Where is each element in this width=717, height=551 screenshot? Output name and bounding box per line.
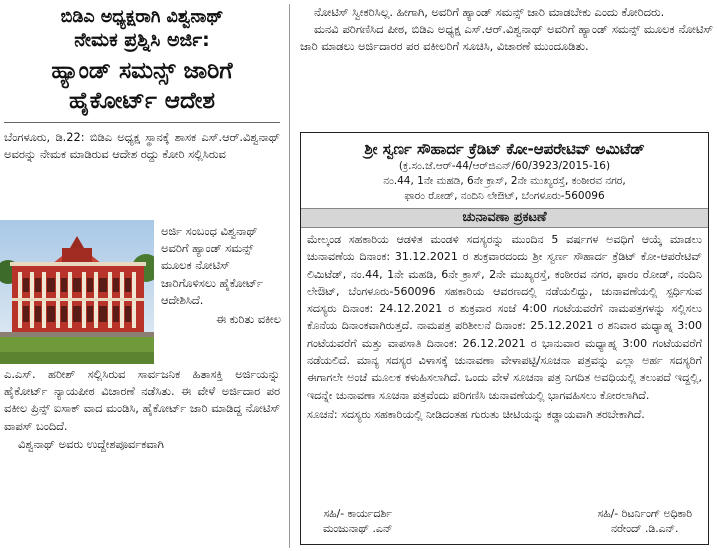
headline-line-3: ಹ್ಯಾಂಡ್ ಸಮನ್ಸ್ ಜಾರಿಗೆ: [51, 58, 233, 84]
notice-address-line-1: ನಂ.44, 1ನೇ ಮಹಡಿ, 6ನೇ ಕ್ರಾಸ್, 2ನೇ ಮುಖ್ಯರಸ್ತೆ, ಕಂಠೀರವ ನಗರ,: [383, 175, 626, 187]
article-paragraph-2: ಎ.ಎಸ್. ಹರೀಶ್ ಸಲ್ಲಿಸಿರುವ ಸಾರ್ವಜನಿಕ ಹಿತಾಸಕ್ತಿ ಅರ್ಜಿಯನ್ನು ಹೈಕೋರ್ಟ್ ನ್ಯಾಯಪೀಠ ವಿಚಾರಣೆ ನಡೆಸಿತು. ಈ ವೇಳೆ ಅರ್ಜಿದಾರ ಪರ ವಕೀಲ ಪ್ರಿನ್ಸ್ ಐಸಾಕ್ ವಾದ ಮಂಡಿಸಿ, ಹೈಕೋರ್ಟ್ ಜಾರಿ ಮಾಡಿದ್ದ ನೋಟಿಸ್ ವಾಪಸ್ ಬಂದಿದೆ.: [4, 367, 280, 433]
returning-officer-role: ಸಹಿ/- ರಿಟರ್ನಿಂಗ್ ಅಧಿಕಾರಿ: [597, 507, 692, 520]
beside-photo-text: ಅರ್ಜಿ ಸಂಬಂಧ ವಿಶ್ವನಾಥ್ ಅವರಿಗೆ ಹ್ಯಾಂಡ್ ಸಮನ್ಸ್ ಮೂಲಕ ನೋಟಿಸ್ ಜಾರಿಗೊಳಿಸಲು ಹೈಕೋರ್ಟ್ ಆದೇಶಿಸಿದೆ.: [161, 224, 263, 307]
returning-officer-name: ನರೇಂದ್ .ಡಿ.ಎನ್.: [611, 522, 679, 535]
article-paragraph-1: ಬೆಂಗಳೂರು, ಡಿ.22: ಬಿಡಿಎ ಅಧ್ಯಕ್ಷ ಸ್ಥಾನಕ್ಕೆ ಶಾಸಕ ಎಸ್.ಆರ್.ವಿಶ್ವನಾಥ್ ಅವರನ್ನು ನೇಮಕ ಮಾಡಿರುವ ಆದೇಶ ರದ್ದು ಕೋರಿ ಸಲ್ಲಿಸಿರುವ: [4, 130, 280, 162]
notice-address-line-2: ಫಾರಂ ರೋಡ್, ನಂದಿನಿ ಲೇಔಟ್, ಬೆಂಗಳೂರು-560096: [404, 190, 605, 202]
notice-registration-number: (ಕ್ರ.ಸಂ.ಜೆ.ಆರ್-44/ಆರ್‌ಜಿಎನ್/60/3923/2015-16): [398, 160, 611, 172]
secretary-name: ಮಂಜುನಾಥ್ .ಎನ್: [323, 522, 393, 535]
notice-note: ಸೂಚನೆ: ಸದಸ್ಯರು ಸಹಕಾರಿಯಲ್ಲಿ ನೀಡಿದಂತಹ ಗುರುತು ಚೀಟಿಯನ್ನು ಕಡ್ಡಾಯವಾಗಿ ತರಬೇಕಾಗಿದೆ.: [307, 407, 645, 421]
notice-heading: ಚುನಾವಣಾ ಪ್ರಕಟಣೆ: [301, 208, 708, 228]
high-court-building-image: [0, 220, 154, 364]
headline-line-4: ಹೈಕೋರ್ಟ್ ಆದೇಶ: [69, 88, 215, 114]
paragraph-2-start: ಈ ಕುರಿತು ವಕೀಲ: [216, 312, 281, 327]
text-beside-photo: [161, 223, 281, 328]
headline-rule: [4, 122, 280, 123]
column-divider: [289, 4, 290, 548]
signature-returning-officer: [598, 506, 692, 536]
continued-paragraph-2: ಮನವಿ ಪರಿಗಣಿಸಿದ ಪೀಠ, ಬಿಡಿಎ ಅಧ್ಯಕ್ಷ ಎಸ್.ಆರ್.ವಿಶ್ವನಾಥ್ ಅವರಿಗೆ ಹ್ಯಾಂಡ್ ಸಮನ್ಸ್ ಮೂಲಕ ನೋಟಿಸ್ ಜಾರಿ ಮಾಡಲು ಅರ್ಜಿದಾರರ ಪರ ವಕೀಲರಿಗೆ ಸೂಚಿಸಿ, ವಿಚಾರಣೆ ಮುಂದೂಡಿತು.: [300, 22, 713, 54]
article-paragraph-3: ವಿಶ್ವನಾಥ್ ಅವರು ಉದ್ದೇಶಪೂರ್ವಕವಾಗಿ: [18, 436, 164, 451]
high-court-photo: [0, 220, 154, 364]
election-notice-box: [300, 132, 709, 545]
secretary-role: ಸಹಿ/- ಕಾರ್ಯದರ್ಶಿ: [323, 507, 392, 520]
notice-title: ಶ್ರೀ ಸ್ವರ್ಣ ಸೌಹಾರ್ದ ಕ್ರೆಡಿಟ್ ಕೋ-ಆಪರೇಟಿವ್ ಅಮಿಟೆಡ್: [364, 140, 645, 158]
signature-secretary: [323, 506, 392, 536]
continued-paragraph: ನೋಟಿಸ್ ಸ್ವೀಕರಿಸಿಲ್ಲ. ಹೀಗಾಗಿ, ಅವರಿಗೆ ಹ್ಯಾಂಡ್ ಸಮನ್ಸ್ ಜಾರಿ ಮಾಡಬೇಕು ಎಂದು ಕೋರಿದರು.: [314, 5, 665, 19]
notice-body: ಮೇಲ್ಕಂಡ ಸಹಕಾರಿಯ ಆಡಳಿತ ಮಂಡಳಿ ಸದಸ್ಯರನ್ನು ಮುಂದಿನ 5 ವರ್ಷಗಳ ಅವಧಿಗೆ ಆಯ್ಕೆ ಮಾಡಲು ಚುನಾವಣೆಯ ದಿನಾಂಕ: 31.12.2021 ರ ಶುಕ್ರವಾರದಂದು ಶ್ರೀ ಸ್ವರ್ಣ ಸೌಹಾರ್ದ ಕ್ರೆಡಿಟ್ ಕೋ-ಆಪರೇಟಿವ್ ಲಿಮಿಟೆಡ್, ನಂ.44, 1ನೇ ಮಹಡಿ, 6ನೇ ಕ್ರಾಸ್, 2ನೇ ಮುಖ್ಯರಸ್ತೆ, ಕಂಠೀರವ ನಗರ, ಫಾರಂ ರೋಡ್, ನಂದಿನಿ ಲೇಔಟ್, ಬೆಂಗಳೂರು-560096 ಸಹಕಾರಿಯ ಆವರಣದಲ್ಲಿ ನಡೆಯಲಿದ್ದು, ಚುನಾವಣೆಯಲ್ಲಿ ಸ್ಪರ್ಧಿಸುವ ಸದಸ್ಯರು ದಿನಾಂಕ: 24.12.2021 ರ ಶುಕ್ರವಾರ ಸಂಜೆ 4:00 ಗಂಟೆಯವರೆಗೆ ನಾಮಪತ್ರಗಳನ್ನು ಸಲ್ಲಿಸಲು ಕೊನೆಯ ದಿನಾಂಕವಾಗಿರುತ್ತದೆ. ನಾಮಪತ್ರ ಪರಿಶೀಲನೆ ದಿನಾಂಕ: 25.12.2021 ರ ಶನಿವಾರ ಮಧ್ಯಾಹ್ನ 3:00 ಗಂಟೆಯವರೆಗೆ ಮತ್ತು ವಾಪಸಾತಿ ದಿನಾಂಕ: 26.12.2021 ರ ಭಾನುವಾರ ಮಧ್ಯಾಹ್ನ 3:00 ಗಂಟೆಯವರೆಗೆ ನಡೆಯಲಿದೆ. ಮಾನ್ಯ ಸದಸ್ಯರ ವಿಳಾಸಕ್ಕೆ ಚುನಾವಣಾ ವೇಳಾಪಟ್ಟಿ/ಸೂಚನಾ ಪತ್ರವನ್ನು ಎಲ್ಲಾ ಅರ್ಹ ಸದಸ್ಯರಿಗೆ ಈಗಾಗಲೇ ಅಂಚೆ ಮೂಲಕ ಕಳುಹಿಸಲಾಗಿದೆ. ಒಂದು ವೇಳೆ ಸೂಚನಾ ಪತ್ರ ನಿಗದಿತ ಅವಧಿಯಲ್ಲಿ ತಲುಪದೆ ಇದ್ದಲ್ಲಿ, ಇದನ್ನೇ ಚುನಾವಣಾ ಸೂಚನಾ ಪತ್ರವೆಂದು ಪರಿಗಣಿಸಿ ಚುನಾವಣೆಯಲ್ಲಿ ಭಾಗವಹಿಸಲು ಕೋರಲಾಗಿದೆ.: [307, 233, 702, 402]
left-article: [0, 0, 284, 551]
headline-line-1: ಬಿಡಿಎ ಅಧ್ಯಕ್ಷರಾಗಿ ವಿಶ್ವನಾಥ್: [60, 7, 224, 27]
right-column: [296, 0, 717, 551]
headline-line-2: ನೇಮಕ ಪ್ರಶ್ನಿಸಿ ಅರ್ಜಿ:: [74, 29, 210, 51]
